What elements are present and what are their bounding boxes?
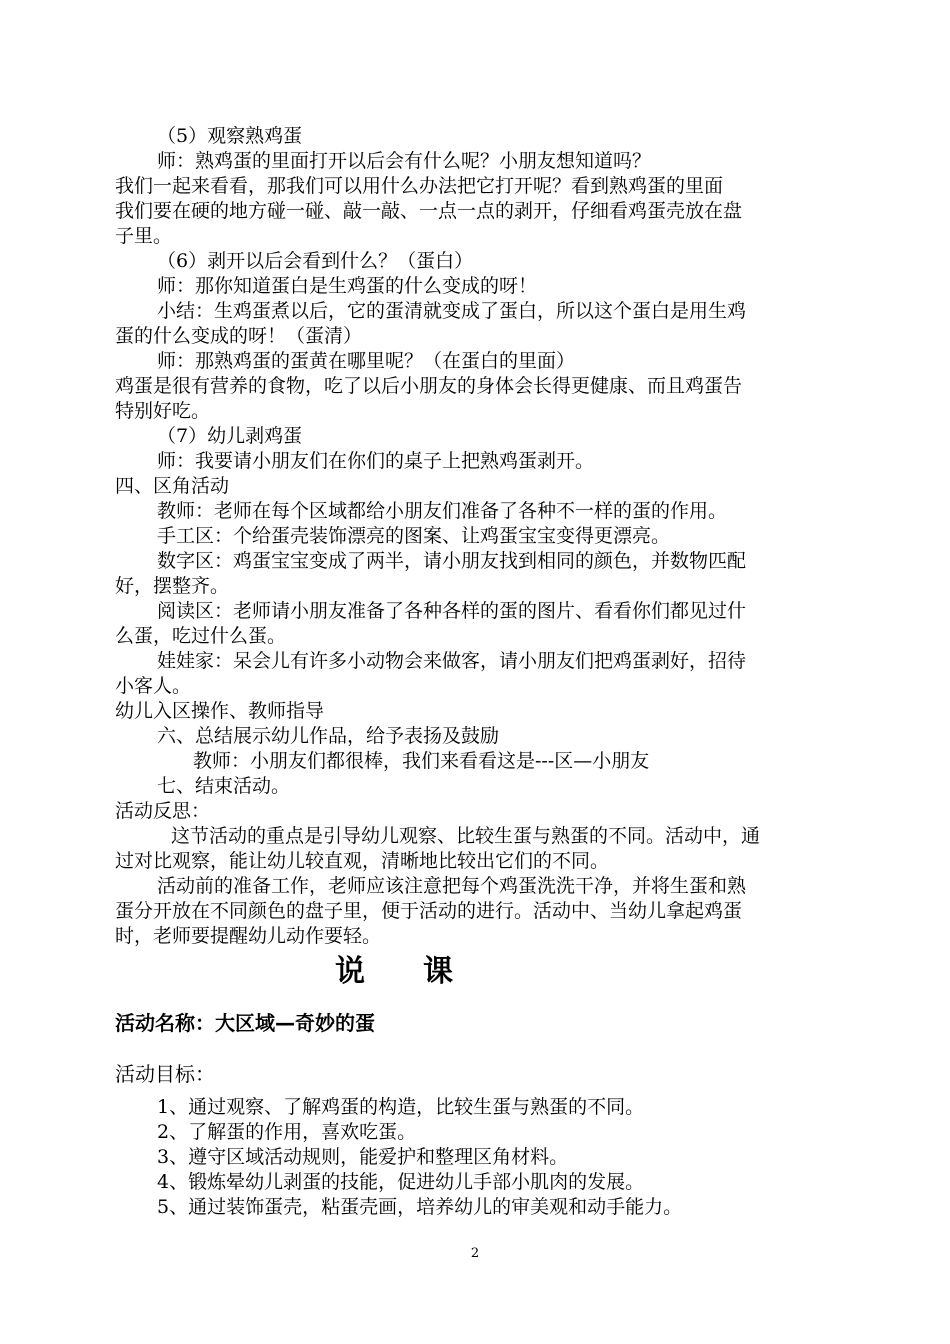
text-line: 师：熟鸡蛋的里面打开以后会有什么呢？小朋友想知道吗？ — [157, 150, 652, 172]
text-line: 蛋分开放在不同颜色的盘子里，便于活动的进行。活动中、当幼儿拿起鸡蛋 — [115, 900, 743, 922]
text-line: 么蛋，吃过什么蛋。 — [115, 625, 287, 647]
text-line: 手工区：个给蛋壳装饰漂亮的图案、让鸡蛋宝宝变得更漂亮。 — [157, 525, 671, 547]
goal-item: 2、了解蛋的作用，喜欢吃蛋。 — [157, 1121, 417, 1143]
text-line: 师：那熟鸡蛋的蛋黄在哪里呢？（在蛋白的里面） — [157, 350, 576, 372]
text-line: 四、区角活动 — [115, 475, 230, 497]
text-line: 子里。 — [115, 225, 173, 247]
text-line: 鸡蛋是很有营养的食物，吃了以后小朋友的身体会长得更健康、而且鸡蛋告 — [115, 375, 743, 397]
text-line: 活动前的准备工作，老师应该注意把每个鸡蛋洗洗干净，并将生蛋和熟 — [157, 875, 747, 897]
text-line: 师：我要请小朋友们在你们的桌子上把熟鸡蛋剥开。 — [157, 450, 595, 472]
goal-item: 4、锻炼晕幼儿剥蛋的技能，促进幼儿手部小肌肉的发展。 — [157, 1171, 645, 1193]
text-line: 六、总结展示幼儿作品，给予表扬及鼓励 — [157, 725, 500, 747]
text-line: （6）剥开以后会看到什么？（蛋白） — [157, 250, 474, 272]
section-title: 说课 — [335, 954, 511, 989]
text-line: 小客人。 — [115, 675, 192, 697]
text-line: 阅读区：老师请小朋友准备了各种各样的蛋的图片、看看你们都见过什 — [157, 600, 747, 622]
text-line: 数字区：鸡蛋宝宝变成了两半，请小朋友找到相同的颜色，并数物匹配 — [157, 550, 747, 572]
goal-item: 1、通过观察、了解鸡蛋的构造，比较生蛋与熟蛋的不同。 — [157, 1096, 645, 1118]
text-line: 我们要在硬的地方碰一碰、敲一敲、一点一点的剥开，仔细看鸡蛋壳放在盘 — [115, 200, 743, 222]
text-line: （5）观察熟鸡蛋 — [157, 125, 303, 147]
text-line: 师：那你知道蛋白是生鸡蛋的什么变成的呀！ — [157, 275, 538, 297]
text-line: 小结：生鸡蛋煮以后，它的蛋清就变成了蛋白，所以这个蛋白是用生鸡 — [157, 300, 747, 322]
goal-item: 3、遵守区域活动规则，能爱护和整理区角材料。 — [157, 1146, 569, 1168]
text-line: 过对比观察，能让幼儿较直观，清晰地比较出它们的不同。 — [115, 850, 610, 872]
text-line: 特别好吃。 — [115, 400, 211, 422]
activity-name-heading: 活动名称：大区域—奇妙的蛋 — [115, 1011, 375, 1035]
text-line: 蛋的什么变成的呀！（蛋清） — [115, 325, 363, 347]
goals-heading: 活动目标： — [115, 1062, 215, 1086]
goal-item: 5、通过装饰蛋壳，粘蛋壳画，培养幼儿的审美观和动手能力。 — [157, 1196, 683, 1218]
text-line: 活动反思： — [115, 800, 211, 822]
text-line: 幼儿入区操作、教师指导 — [115, 700, 325, 722]
text-line: 教师：小朋友们都很棒，我们来看看这是---区—小朋友 — [193, 750, 650, 772]
text-line: 好，摆整齐。 — [115, 575, 230, 597]
text-line: 这节活动的重点是引导幼儿观察、比较生蛋与熟蛋的不同。活动中，通 — [171, 825, 761, 847]
text-line: 我们一起来看看，那我们可以用什么办法把它打开呢？看到熟鸡蛋的里面 — [115, 175, 724, 197]
text-line: 娃娃家：呆会儿有许多小动物会来做客，请小朋友们把鸡蛋剥好，招待 — [157, 650, 747, 672]
text-line: （7）幼儿剥鸡蛋 — [157, 425, 303, 447]
text-line: 七、结束活动。 — [157, 775, 291, 797]
text-line: 时，老师要提醒幼儿动作要轻。 — [115, 925, 382, 947]
page-number: 2 — [470, 1246, 480, 1261]
text-line: 教师：老师在每个区域都给小朋友们准备了各种不一样的蛋的作用。 — [157, 500, 728, 522]
